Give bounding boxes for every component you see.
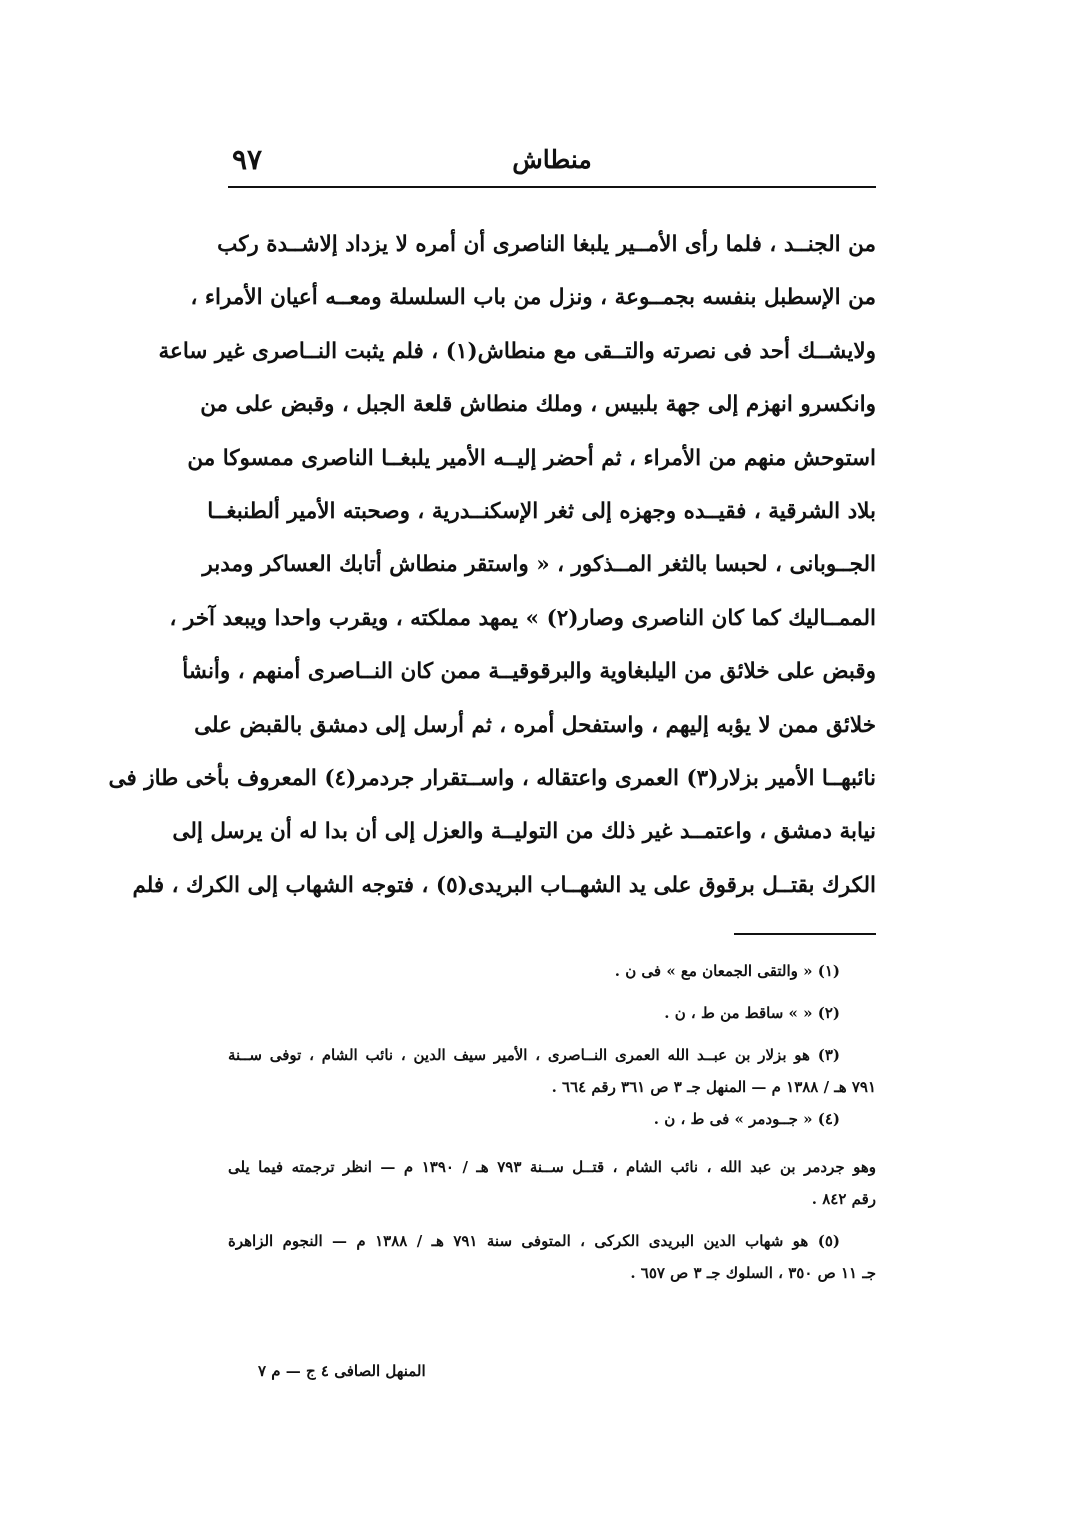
text-line-5: استوحش منهم من الأمراء ، ثم أحضر إليــه الأمير يلبغــا الناصرى ممسوكا من <box>187 445 876 471</box>
text-line-6: بلاد الشرقية ، فقيــده وجهزه إلى ثغر الإسكنــدرية ، وصحبته الأمير ألطنبغــا <box>207 498 876 524</box>
footnote-5-continued: جـ ١١ ص ٣٥٠ ، السلوك جـ ٣ ص ٦٥٧ . <box>630 1264 876 1282</box>
text-line-4: وانكسرو انهزم إلى جهة بلبيس ، وملك منطاش قلعة الجبل ، وقبض على من <box>200 392 876 418</box>
footnotes <box>228 955 876 1289</box>
footnote-4-note: وهو جردمر بن عبد الله ، نائب الشام ، قتــل ســنة ٧٩٣ هـ / ١٣٩٠ م — انظر ترجمته فيما يلى <box>228 1158 877 1176</box>
footnote-4-note-continued: رقم ٨٤٢ . <box>811 1190 876 1208</box>
footnote-2: (٢) « » ساقط من ط ، ن . <box>664 1004 840 1022</box>
running-header <box>228 140 876 184</box>
text-line-8: الممــاليك كما كان الناصرى وصار(٢) » يمهد مملكته ، ويقرب واحدا ويبعد آخر ، <box>169 605 876 631</box>
text-line-12: نيابة دمشق ، واعتمــد غير ذلك من التوليــة والعزل إلى أن بدا له أن يرسل إلى <box>172 819 876 845</box>
footnote-5: (٥) هو شهاب الدين البريدى الكركى ، المتوفى سنة ٧٩١ هـ / ١٣٨٨ م — النجوم الزاهرة <box>228 1232 840 1250</box>
text-line-13: الكرك بقتــل برقوق على يد الشهــاب البريدى(٥) ، فتوجه الشهاب إلى الكرك ، فلم <box>132 872 876 898</box>
printer-signature: المنهل الصافى ٤ ج — م ٧ <box>258 1362 426 1380</box>
text-line-7: الجــوبانى ، لحبسا بالثغر المــذكور ، « واستقر منطاش أتابك العساكر ومدبر <box>202 552 876 578</box>
footnote-4: (٤) « جــودمر » فى ط ، ن . <box>653 1110 840 1128</box>
footnote-rule <box>734 933 876 935</box>
footnote-3: (٣) هو بزلار بن عبــد الله العمرى النــاصرى ، الأمير سيف الدين ، نائب الشام ، توفى ســنة <box>228 1046 840 1064</box>
text-line-2: من الإسطبل بنفسه بجمــوعة ، ونزل من باب السلسلة ومعــه أعيان الأمراء ، <box>190 285 876 311</box>
footnote-1: (١) « والتقى الجمعان مع » فى ن . <box>614 962 840 980</box>
header-title: منطاش <box>512 145 592 174</box>
text-line-11: نائبهــا الأمير بزلار(٣) العمرى واعتقاله ، واســتقرار جردمر(٤) المعروف بأخى طاز فى <box>108 765 876 791</box>
footnote-3-continued: ٧٩١ هـ / ١٣٨٨ م — المنهل جـ ٣ ص ٣٦١ رقم ٦٦٤ . <box>551 1078 876 1096</box>
text-line-9: وقبض على خلائق من اليلبغاوية والبرقوقيــة ممن كان النــاصرى أمنهم ، وأنشأ <box>182 659 876 685</box>
text-line-1: من الجنــد ، فلما رأى الأمــير يلبغا الناصرى أن أمره لا يزداد إلاشــدة ركب <box>217 232 876 257</box>
header-rule <box>228 186 876 188</box>
text-line-3: ولايشــك أحد فى نصرته والتــقى مع منطاش(١) ، فلم يثبت النــاصرى غير ساعة <box>158 338 876 364</box>
text-line-10: خلائق ممن لا يؤبه إليهم ، واستفحل أمره ، ثم أرسل إلى دمشق بالقبض على <box>194 712 876 738</box>
page-number: ٩٧ <box>232 143 263 176</box>
main-text <box>108 218 876 912</box>
